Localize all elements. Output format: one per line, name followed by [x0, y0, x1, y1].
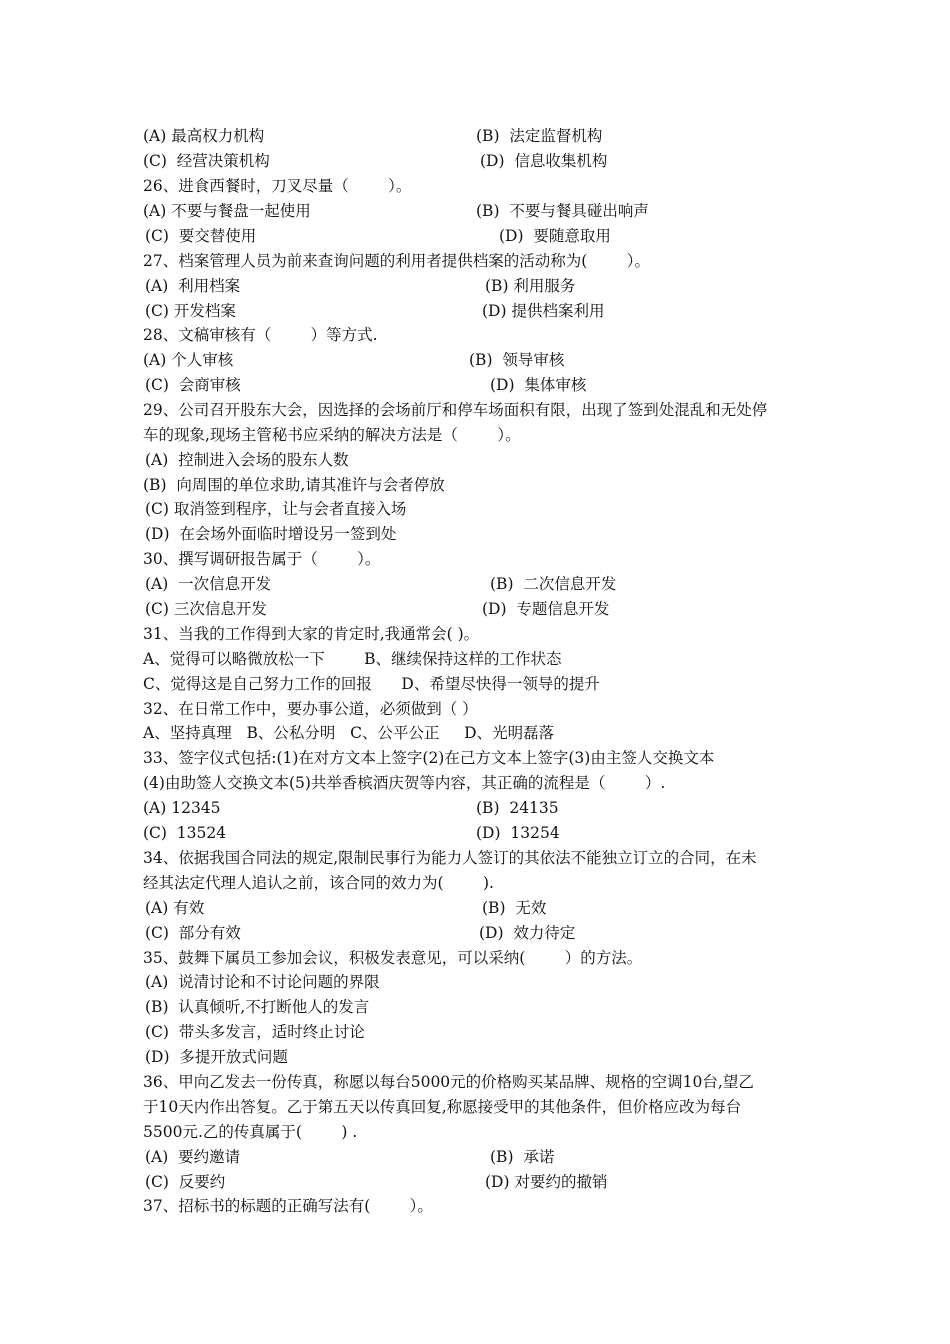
text-line — [0, 622, 950, 647]
text-line — [0, 672, 950, 697]
line-text: 32、在日常工作中，要办事公道，必须做到（ ） — [143, 700, 478, 718]
line-text: (A) 不要与餐盘一起使用 — [143, 202, 311, 220]
line-text: (A) 一次信息开发 — [145, 575, 272, 593]
text-line — [0, 199, 950, 224]
text-line — [0, 373, 950, 398]
text-line — [0, 796, 950, 821]
text-line — [0, 970, 950, 995]
text-line — [0, 423, 950, 448]
line-text: 37、招标书的标题的正确写法有( ）。 — [143, 1197, 433, 1215]
text-line — [0, 871, 950, 896]
text-line — [0, 274, 950, 299]
line-text: (C) 部分有效 — [145, 924, 241, 942]
text-line — [0, 1194, 950, 1219]
line-text: 36、甲向乙发去一份传真，称愿以每台5000元的价格购买某品牌、规格的空调10台,望乙 — [143, 1073, 754, 1091]
text-line — [0, 124, 950, 149]
text-line — [0, 348, 950, 373]
line-text: 28、文稿审核有（ ）等方式. — [143, 326, 378, 344]
text-line — [0, 1120, 950, 1145]
option-text: (B) 法定监督机构 — [476, 127, 603, 145]
line-text: 26、进食西餐时，刀叉尽量（ ）。 — [143, 177, 412, 195]
line-text: (A) 最高权力机构 — [143, 127, 265, 145]
line-text: 31、当我的工作得到大家的肯定时,我通常会( )。 — [143, 625, 480, 643]
text-line — [0, 1070, 950, 1095]
line-text: (D) 多提开放式问题 — [145, 1048, 288, 1066]
text-line — [0, 174, 950, 199]
option-text: (B) 利用服务 — [485, 277, 576, 295]
line-text: 车的现象,现场主管秘书应采纳的解决方法是（ ）。 — [143, 426, 521, 444]
line-text: (A) 控制进入会场的股东人数 — [145, 451, 349, 469]
text-line — [0, 771, 950, 796]
line-text: (C) 13524 — [143, 824, 227, 842]
line-text: (A) 12345 — [143, 799, 221, 817]
line-text: 27、档案管理人员为前来查询问题的利用者提供档案的活动称为( ）。 — [143, 252, 650, 270]
line-text: (C) 取消签到程序，让与会者直接入场 — [145, 500, 407, 518]
text-line — [0, 1145, 950, 1170]
option-text: (D) 13254 — [476, 824, 560, 842]
option-text: (B) 不要与餐具碰出响声 — [476, 202, 649, 220]
text-line — [0, 249, 950, 274]
line-text: 33、签字仪式包括:(1)在对方文本上签字(2)在己方文本上签字(3)由主签人交换文本 — [143, 749, 715, 767]
option-text: (B) 二次信息开发 — [490, 575, 617, 593]
line-text: (A) 有效 — [145, 899, 205, 917]
text-line — [0, 323, 950, 348]
text-line — [0, 547, 950, 572]
text-line — [0, 572, 950, 597]
line-text: A、坚持真理 B、公私分明 C、公平公正 D、光明磊落 — [143, 724, 555, 742]
text-line — [0, 746, 950, 771]
text-line — [0, 448, 950, 473]
text-line — [0, 1045, 950, 1070]
text-line — [0, 522, 950, 547]
option-text: (B) 领导审核 — [469, 351, 565, 369]
line-text: (A) 说清讨论和不讨论问题的界限 — [145, 973, 380, 991]
text-line — [0, 1170, 950, 1195]
line-text: (A) 要约邀请 — [145, 1148, 241, 1166]
line-text: 29、公司召开股东大会，因选择的会场前厅和停车场面积有限，出现了签到处混乱和无处停 — [143, 401, 768, 419]
line-text: 34、依据我国合同法的规定,限制民事行为能力人签订的其依法不能独立订立的合同，在未 — [143, 849, 757, 867]
option-text: (D) 提供档案利用 — [482, 302, 605, 320]
line-text: (B) 向周围的单位求助,请其准许与会者停放 — [143, 476, 445, 494]
line-text: (C) 要交替使用 — [145, 227, 257, 245]
line-text: C、觉得这是自己努力工作的回报 D、希望尽快得一领导的提升 — [143, 675, 600, 693]
line-text: (A) 利用档案 — [145, 277, 241, 295]
text-line — [0, 921, 950, 946]
option-text: (B) 无效 — [482, 899, 547, 917]
text-line — [0, 995, 950, 1020]
text-line — [0, 597, 950, 622]
text-line — [0, 398, 950, 423]
option-text: (D) 对要约的撤销 — [485, 1173, 608, 1191]
option-text: (B) 承诺 — [490, 1148, 555, 1166]
option-text: (B) 24135 — [476, 799, 559, 817]
line-text: 于10天内作出答复。乙于第五天以传真回复,称愿接受甲的其他条件，但价格应改为每台 — [143, 1098, 742, 1116]
line-text: (C) 会商审核 — [145, 376, 241, 394]
line-text: (B) 认真倾听,不打断他人的发言 — [145, 998, 370, 1016]
text-line — [0, 697, 950, 722]
text-line — [0, 896, 950, 921]
line-text: A、觉得可以略微放松一下 B、继续保持这样的工作状态 — [143, 650, 562, 668]
line-text: 35、鼓舞下属员工参加会议，积极发表意见，可以采纳( ）的方法。 — [143, 949, 643, 967]
line-text: (A) 个人审核 — [143, 351, 234, 369]
text-line — [0, 149, 950, 174]
line-text: (4)由助签人交换文本(5)共举香槟酒庆贺等内容，其正确的流程是（ ）. — [143, 774, 666, 792]
text-line — [0, 1095, 950, 1120]
text-line — [0, 497, 950, 522]
line-text: (C) 经营决策机构 — [143, 152, 270, 170]
option-text: (D) 专题信息开发 — [482, 600, 610, 618]
text-line — [0, 946, 950, 971]
option-text: (D) 要随意取用 — [499, 227, 611, 245]
text-line — [0, 473, 950, 498]
text-line — [0, 721, 950, 746]
line-text: (C) 三次信息开发 — [145, 600, 267, 618]
line-text: 30、撰写调研报告属于（ ）。 — [143, 550, 381, 568]
line-text: (C) 开发档案 — [145, 302, 236, 320]
text-line — [0, 1020, 950, 1045]
line-text: (C) 带头多发言，适时终止讨论 — [145, 1023, 365, 1041]
option-text: (D) 集体审核 — [490, 376, 587, 394]
line-text: 5500元.乙的传真属于( ) . — [143, 1123, 358, 1141]
line-text: (D) 在会场外面临时增设另一签到处 — [145, 525, 397, 543]
option-text: (D) 效力待定 — [479, 924, 576, 942]
option-text: (D) 信息收集机构 — [480, 152, 608, 170]
text-line — [0, 299, 950, 324]
line-text: (C) 反要约 — [145, 1173, 226, 1191]
text-line — [0, 647, 950, 672]
text-line — [0, 224, 950, 249]
text-line — [0, 846, 950, 871]
line-text: 经其法定代理人追认之前，该合同的效力为( ). — [143, 874, 494, 892]
text-line — [0, 821, 950, 846]
